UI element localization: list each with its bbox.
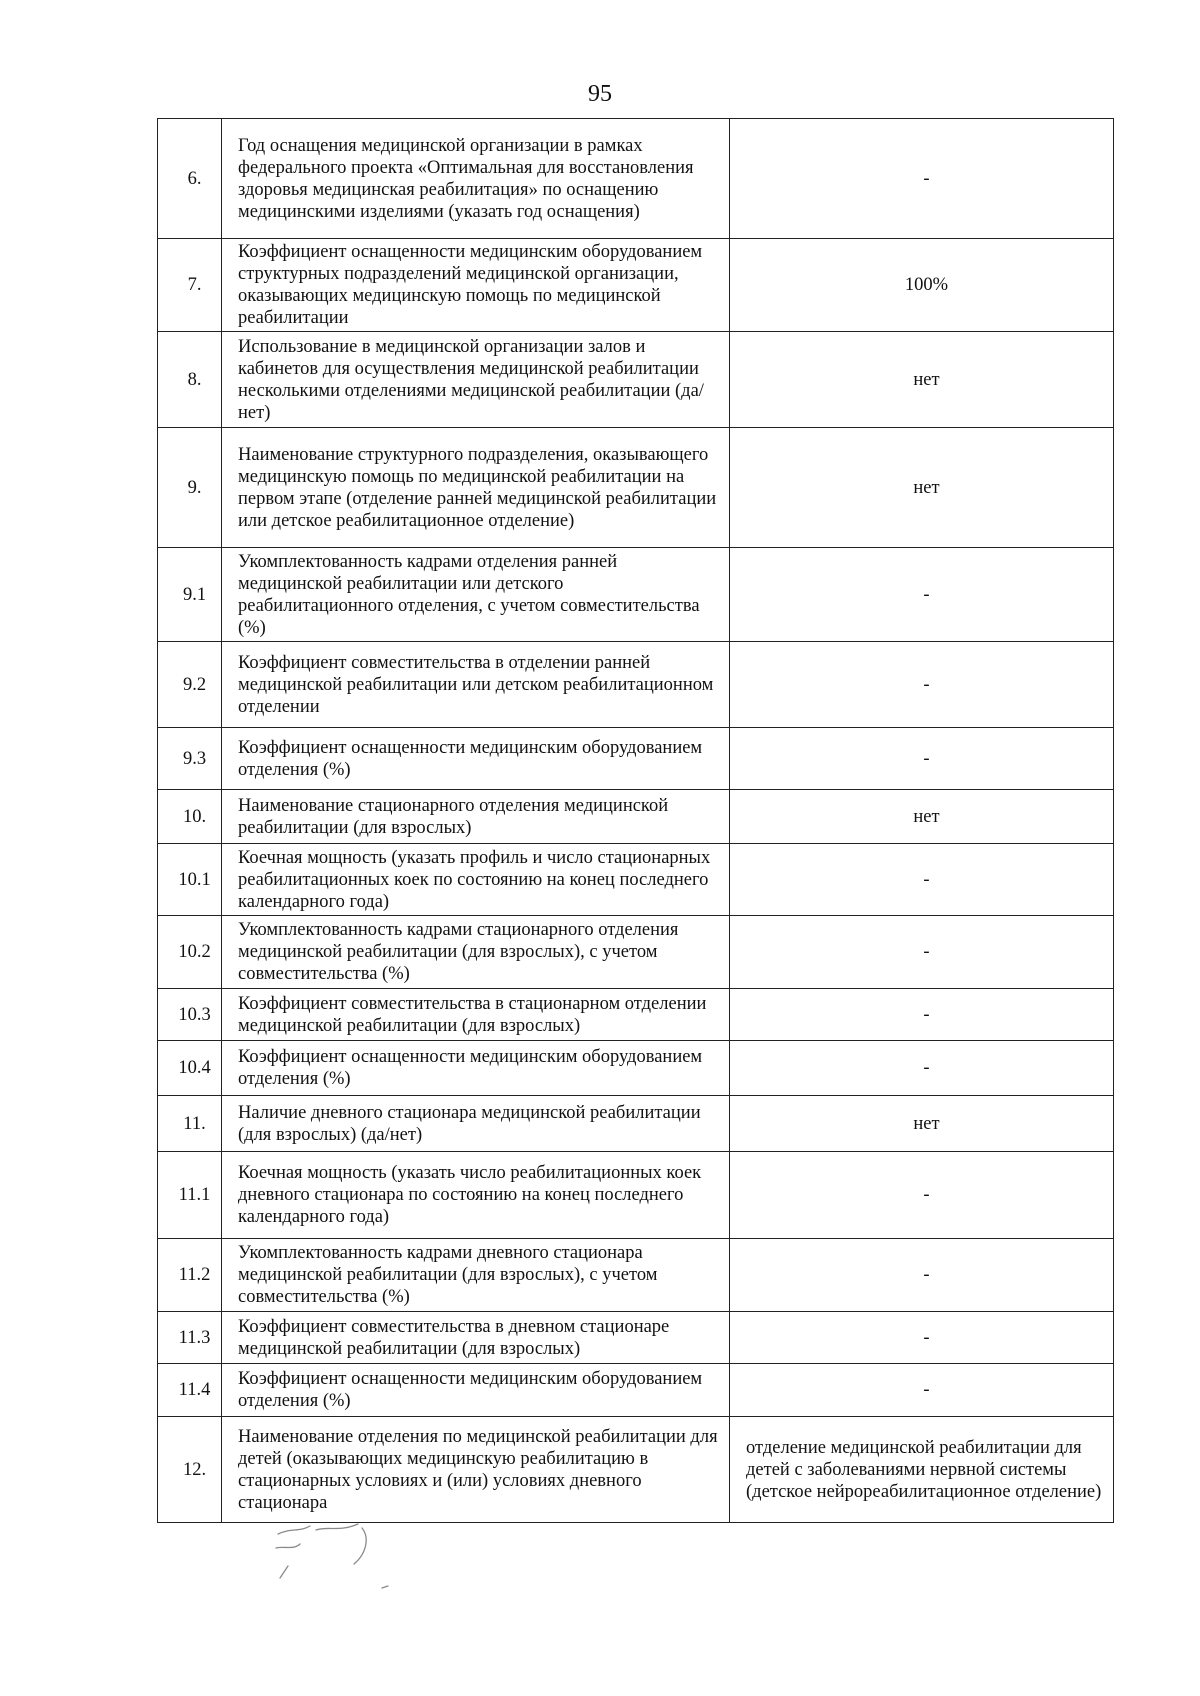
row-description: Коэффициент совместительства в отделении ранней медицинской реабилитации или детском реабилитационном отделении: [222, 642, 730, 728]
row-number: 11.: [158, 1096, 222, 1152]
row-value: -: [730, 1364, 1114, 1417]
table-row: [158, 1239, 1114, 1312]
row-description: Наименование отделения по медицинской реабилитации для детей (оказывающих медицинскую реабилитацию в стационарных условиях и (или) условиях дневного стационара: [222, 1417, 730, 1523]
row-number: 12.: [158, 1417, 222, 1523]
row-description: Коэффициент оснащенности медицинским оборудованием отделения (%): [222, 1364, 730, 1417]
row-number: 6.: [158, 119, 222, 239]
row-description: Коэффициент оснащенности медицинским оборудованием структурных подразделений медицинской организации, оказывающих медицинскую помощь по медицинской реабилитации: [222, 239, 730, 332]
table-row: [158, 728, 1114, 790]
table-row: [158, 239, 1114, 332]
row-description: Наименование структурного подразделения, оказывающего медицинскую помощь по медицинской реабилитации на первом этапе (отделение ранней медицинской реабилитации или детское реабилитационное отделение): [222, 428, 730, 548]
row-value: 100%: [730, 239, 1114, 332]
row-number: 10.4: [158, 1041, 222, 1096]
table-row: [158, 1364, 1114, 1417]
row-description: Коечная мощность (указать профиль и число стационарных реабилитационных коек по состоянию на конец последнего календарного года): [222, 844, 730, 916]
row-description: Укомплектованность кадрами дневного стационара медицинской реабилитации (для взрослых), с учетом совместительства (%): [222, 1239, 730, 1312]
row-description: Использование в медицинской организации залов и кабинетов для осуществления медицинской реабилитации несколькими отделениями медицинской реабилитации (да/нет): [222, 332, 730, 428]
row-description: Коэффициент совместительства в стационарном отделении медицинской реабилитации (для взрослых): [222, 989, 730, 1041]
row-number: 9.: [158, 428, 222, 548]
row-number: 11.4: [158, 1364, 222, 1417]
row-description: Укомплектованность кадрами отделения ранней медицинской реабилитации или детского реабилитационного отделения, с учетом совместительства (%): [222, 548, 730, 642]
row-value: -: [730, 728, 1114, 790]
row-value: -: [730, 642, 1114, 728]
row-number: 11.3: [158, 1312, 222, 1364]
table-row: [158, 1417, 1114, 1523]
row-value: -: [730, 989, 1114, 1041]
row-description: Коэффициент совместительства в дневном стационаре медицинской реабилитации (для взрослых): [222, 1312, 730, 1364]
row-value: -: [730, 548, 1114, 642]
row-value: нет: [730, 428, 1114, 548]
row-description: Наименование стационарного отделения медицинской реабилитации (для взрослых): [222, 790, 730, 844]
page-number: 95: [588, 81, 612, 107]
handwritten-mark: [270, 1520, 420, 1600]
table-row: [158, 989, 1114, 1041]
row-value: -: [730, 1152, 1114, 1239]
table-row: [158, 332, 1114, 428]
row-value: -: [730, 1239, 1114, 1312]
row-number: 7.: [158, 239, 222, 332]
table-row: [158, 844, 1114, 916]
row-number: 10.2: [158, 916, 222, 989]
table-row: [158, 790, 1114, 844]
row-number: 11.1: [158, 1152, 222, 1239]
row-value: нет: [730, 790, 1114, 844]
row-value: нет: [730, 332, 1114, 428]
row-value: -: [730, 916, 1114, 989]
row-description: Укомплектованность кадрами стационарного отделения медицинской реабилитации (для взрослых), с учетом совместительства (%): [222, 916, 730, 989]
table-row: [158, 1096, 1114, 1152]
row-value: -: [730, 1041, 1114, 1096]
table-row: [158, 428, 1114, 548]
row-value: -: [730, 119, 1114, 239]
row-description: Коечная мощность (указать число реабилитационных коек дневного стационара по состоянию на конец последнего календарного года): [222, 1152, 730, 1239]
table-row: [158, 1041, 1114, 1096]
row-description: Год оснащения медицинской организации в рамках федерального проекта «Оптимальная для восстановления здоровья медицинская реабилитация» по оснащению медицинскими изделиями (указать год оснащения): [222, 119, 730, 239]
row-value: -: [730, 844, 1114, 916]
table-row: [158, 916, 1114, 989]
table-row: [158, 1152, 1114, 1239]
row-value: -: [730, 1312, 1114, 1364]
row-number: 10.: [158, 790, 222, 844]
row-number: 9.3: [158, 728, 222, 790]
report-table: [157, 118, 1114, 1523]
row-number: 11.2: [158, 1239, 222, 1312]
table-row: [158, 548, 1114, 642]
row-number: 9.2: [158, 642, 222, 728]
table-row: [158, 119, 1114, 239]
row-description: Коэффициент оснащенности медицинским оборудованием отделения (%): [222, 1041, 730, 1096]
table-row: [158, 642, 1114, 728]
row-description: Коэффициент оснащенности медицинским оборудованием отделения (%): [222, 728, 730, 790]
row-number: 8.: [158, 332, 222, 428]
row-number: 10.3: [158, 989, 222, 1041]
row-description: Наличие дневного стационара медицинской реабилитации (для взрослых) (да/нет): [222, 1096, 730, 1152]
row-value: отделение медицинской реабилитации для детей с заболеваниями нервной системы (детское нейрореабилитационное отделение): [730, 1417, 1114, 1523]
row-value: нет: [730, 1096, 1114, 1152]
table-row: [158, 1312, 1114, 1364]
row-number: 10.1: [158, 844, 222, 916]
row-number: 9.1: [158, 548, 222, 642]
